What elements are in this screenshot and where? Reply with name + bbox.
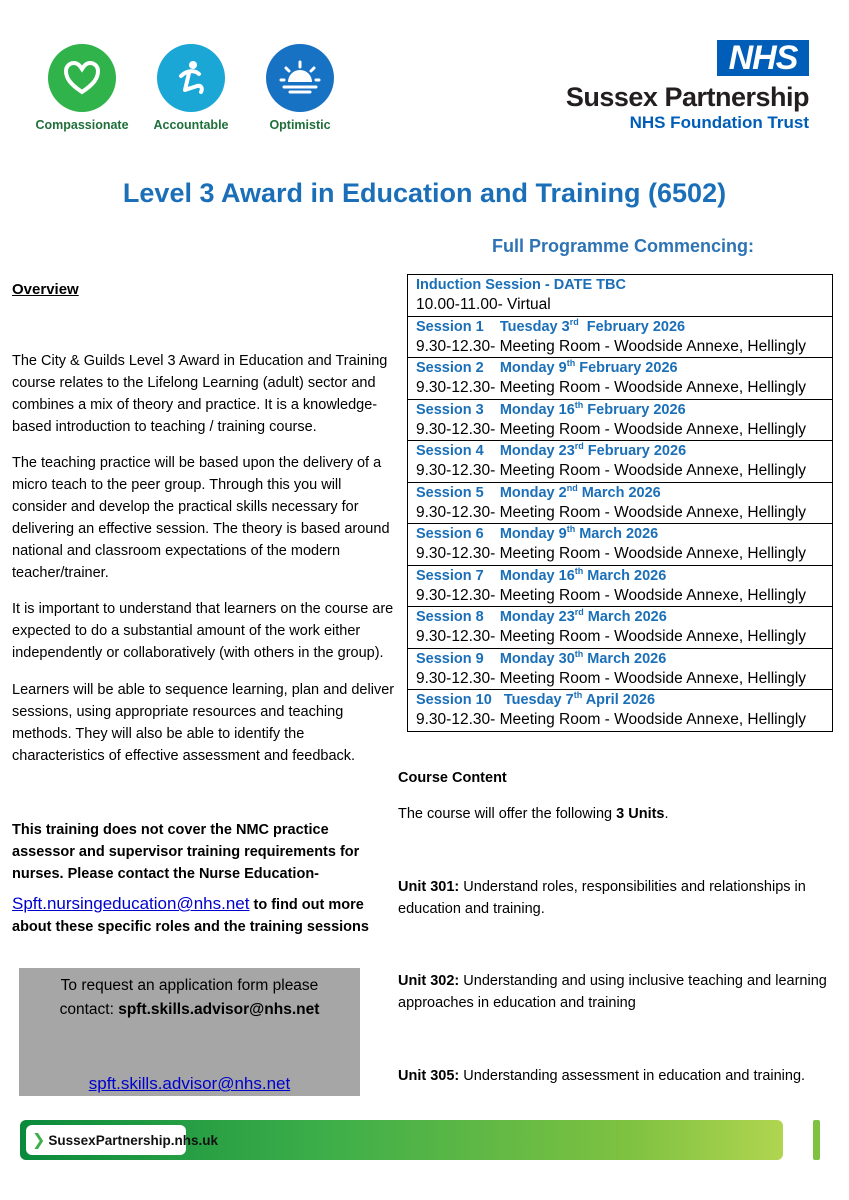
session-row (408, 566, 832, 608)
session-detail: 9.30-12.30- Meeting Room - Woodside Annexe, Hellingly (416, 337, 807, 355)
nursing-education-email-link[interactable]: Spft.nursingeducation@nhs.net (12, 894, 250, 913)
session-row (408, 524, 832, 566)
programme-heading: Full Programme Commencing: (492, 236, 755, 256)
value-label: Accountable (153, 118, 229, 132)
session-detail: 9.30-12.30- Meeting Room - Woodside Annexe, Hellingly (416, 669, 807, 687)
session-title: Session 6 Monday 9th March 2026 (416, 524, 659, 542)
chevron-right-icon: ❯ (32, 1132, 46, 1149)
session-detail: 9.30-12.30- Meeting Room - Woodside Annexe, Hellingly (416, 420, 807, 438)
unit-302: Unit 302: Understanding and using inclusive teaching and learning approaches in education and training (398, 973, 827, 1011)
session-detail: 9.30-12.30- Meeting Room - Woodside Annexe, Hellingly (416, 545, 807, 562)
session-row (408, 441, 832, 483)
course-content-heading: Course Content (398, 770, 507, 786)
overview-paragraph: The City & Guilds Level 3 Award in Education and Training course relates to the Lifelong Learning (adult) sector and combines a mix of theory and practice. It is a knowledge-based introduction to teaching / training course. (12, 353, 388, 435)
session-title: Session 4 Monday 23rd February 2026 (416, 441, 687, 459)
session-row (408, 317, 832, 359)
unit-301: Unit 301: Understand roles, responsibilities and relationships in education and training. (398, 879, 806, 917)
session-title: Session 7 Monday 16th March 2026 (416, 565, 667, 584)
value-accountable (136, 44, 246, 132)
session-row (408, 483, 832, 525)
page-title: Level 3 Award in Education and Training (6502) (122, 178, 727, 208)
unit-305: Unit 305: Understanding assessment in education and training. (398, 1068, 806, 1084)
sunrise-icon (266, 44, 334, 112)
sessions-table (407, 274, 833, 732)
nhs-logo: NHS (717, 40, 809, 76)
session-detail: 9.30-12.30- Meeting Room - Woodside Annexe, Hellingly (416, 503, 807, 521)
session-row (408, 400, 832, 442)
session-detail: 9.30-12.30- Meeting Room - Woodside Annexe, Hellingly (416, 379, 807, 396)
value-compassionate (27, 44, 137, 132)
course-intro: The course will offer the following 3 Units. (398, 806, 669, 822)
session-detail: 9.30-12.30- Meeting Room - Woodside Annexe, Hellingly (416, 462, 807, 479)
session-title: Session 3 Monday 16th February 2026 (416, 399, 686, 418)
skills-advisor-email: spft.skills.advisor@nhs.net (118, 1001, 320, 1018)
session-detail: 9.30-12.30- Meeting Room - Woodside Annexe, Hellingly (416, 586, 807, 604)
session-detail: 9.30-12.30- Meeting Room - Woodside Annexe, Hellingly (416, 628, 807, 645)
session-title: Session 2 Monday 9th February 2026 (416, 358, 678, 376)
session-title: Session 5 Monday 2nd March 2026 (416, 482, 661, 501)
trust-name: Sussex Partnership (565, 82, 809, 112)
session-detail: 10.00-11.00- Virtual (416, 296, 551, 313)
session-title: Session 8 Monday 23rd March 2026 (416, 607, 667, 625)
application-box: To request an application form please contact: spft.skills.advisor@nhs.net spft.skills.advisor@nhs.net (19, 968, 360, 1096)
session-row (408, 649, 832, 691)
session-title: Induction Session - DATE TBC (416, 277, 626, 293)
session-row (408, 690, 832, 732)
session-title: Session 9 Monday 30th March 2026 (416, 648, 667, 667)
footer-url[interactable]: ❯ SussexPartnership.nhs.uk (26, 1125, 186, 1155)
overview-paragraph: Learners will be able to sequence learning, plan and deliver sessions, using appropriate resources and teaching methods. They will also be able to identify the characteristics of effective assessment and feedback. (12, 682, 395, 764)
value-label: Optimistic (269, 118, 331, 132)
overview-paragraph: The teaching practice will be based upon the delivery of a micro teach to the peer group. Through this you will consider and develop the practical skills necessary for delivering an effective session. The theory is based around national and classroom expectations of the modern teacher/trainer. (12, 455, 390, 581)
session-title: Session 1 Tuesday 3rd February 2026 (416, 316, 686, 335)
value-optimistic (245, 44, 355, 132)
session-row (408, 275, 832, 317)
value-label: Compassionate (35, 118, 129, 132)
footer-tab (813, 1120, 820, 1160)
overview-heading: Overview (12, 281, 79, 298)
nmc-note: This training does not cover the NMC practice assessor and supervisor training requirements for nurses. Please contact the Nurse Education- Spft.nursingeducation@nhs.net to find out more about these specific roles and the training sessions (12, 822, 369, 935)
overview-paragraph: It is important to understand that learners on the course are expected to do a substantial amount of the work either independently or collaboratively (with others in the group). (12, 601, 394, 661)
person-icon (157, 44, 225, 112)
session-row (408, 358, 832, 400)
skills-advisor-email-link[interactable]: spft.skills.advisor@nhs.net (88, 1074, 291, 1093)
trust-subtitle: NHS Foundation Trust (629, 113, 809, 132)
session-title: Session 10 Tuesday 7th April 2026 (416, 690, 656, 708)
session-row (408, 607, 832, 649)
heart-icon (48, 44, 116, 112)
session-detail: 9.30-12.30- Meeting Room - Woodside Annexe, Hellingly (416, 711, 807, 728)
